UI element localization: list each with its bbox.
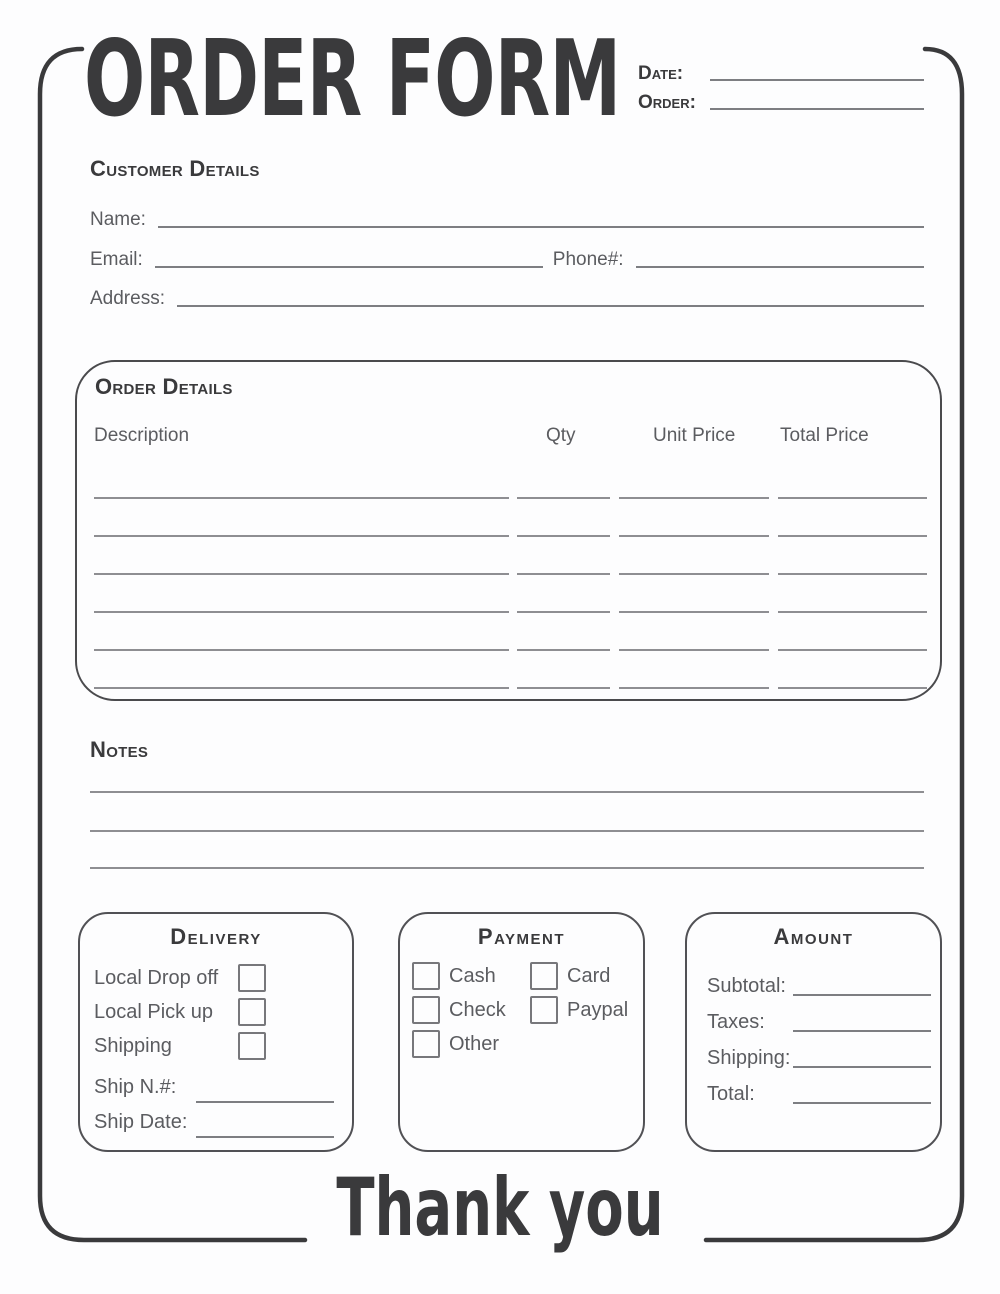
subtotal-field — [707, 966, 931, 996]
total-price-cell-line[interactable] — [778, 611, 927, 613]
shipping-label: Shipping: — [707, 1047, 791, 1069]
check-label: Check — [449, 999, 506, 1021]
subtotal-label: Subtotal: — [707, 975, 786, 997]
address-field — [90, 282, 924, 308]
amount-heading: Amount — [773, 924, 854, 949]
delivery-option-shipping — [94, 1032, 274, 1060]
qty-cell-line[interactable] — [517, 535, 610, 537]
paypal-label: Paypal — [567, 999, 629, 1021]
order-details-heading: Order Details — [95, 374, 233, 399]
address-input-line[interactable] — [177, 305, 924, 307]
local-drop-off-checkbox[interactable] — [238, 964, 266, 992]
delivery-heading: Delivery — [170, 924, 262, 949]
order-number-input-line[interactable] — [710, 108, 924, 110]
taxes-field — [707, 1002, 931, 1032]
name-field — [90, 203, 924, 229]
qty-cell-line[interactable] — [517, 649, 610, 651]
qty-cell-line[interactable] — [517, 611, 610, 613]
taxes-input-line[interactable] — [793, 1030, 931, 1032]
address-label: Address: — [90, 288, 165, 309]
email-phone-row — [90, 243, 924, 269]
notes-line[interactable] — [90, 791, 924, 793]
email-input-line[interactable] — [155, 266, 543, 268]
shipping-option-checkbox[interactable] — [238, 1032, 266, 1060]
ship-number-field — [94, 1067, 339, 1097]
delivery-box — [78, 912, 354, 1152]
card-label: Card — [567, 965, 611, 987]
description-cell-line[interactable] — [94, 535, 509, 537]
ship-date-input-line[interactable] — [196, 1136, 334, 1138]
column-header-description: Description — [94, 425, 190, 446]
taxes-label: Taxes: — [707, 1011, 765, 1033]
total-input-line[interactable] — [793, 1102, 931, 1104]
ship-date-field — [94, 1102, 339, 1132]
payment-option-other — [412, 1030, 499, 1058]
shipping-field — [707, 1038, 931, 1068]
description-cell-line[interactable] — [94, 497, 509, 499]
order-number-field — [638, 83, 924, 112]
shipping-input-line[interactable] — [793, 1066, 931, 1068]
form-title: ORDER FORM — [84, 17, 621, 141]
payment-box — [398, 912, 645, 1152]
name-input-line[interactable] — [158, 226, 924, 228]
other-label: Other — [449, 1033, 500, 1055]
cash-label: Cash — [449, 965, 496, 987]
column-header-qty: Qty — [546, 425, 576, 446]
order-number-label: Order: — [638, 92, 696, 113]
paypal-checkbox[interactable] — [530, 996, 558, 1024]
notes-line[interactable] — [90, 830, 924, 832]
qty-cell-line[interactable] — [517, 497, 610, 499]
subtotal-input-line[interactable] — [793, 994, 931, 996]
unit-price-cell-line[interactable] — [619, 649, 769, 651]
description-cell-line[interactable] — [94, 687, 509, 689]
shipping-option-label: Shipping — [94, 1035, 172, 1057]
header-fields — [638, 54, 924, 112]
payment-option-card — [530, 962, 610, 990]
date-field — [638, 54, 924, 83]
total-price-cell-line[interactable] — [778, 535, 927, 537]
order-details-box — [75, 360, 942, 701]
total-label: Total: — [707, 1083, 755, 1105]
unit-price-cell-line[interactable] — [619, 611, 769, 613]
payment-option-check — [412, 996, 506, 1024]
ship-number-label: Ship N.#: — [94, 1076, 177, 1098]
qty-cell-line[interactable] — [517, 687, 610, 689]
email-label: Email: — [90, 249, 143, 270]
unit-price-cell-line[interactable] — [619, 535, 769, 537]
column-header-total-price: Total Price — [780, 425, 869, 446]
local-pick-up-label: Local Pick up — [94, 1001, 213, 1023]
payment-heading: Payment — [477, 924, 566, 949]
description-cell-line[interactable] — [94, 573, 509, 575]
description-cell-line[interactable] — [94, 649, 509, 651]
qty-cell-line[interactable] — [517, 573, 610, 575]
amount-box — [685, 912, 942, 1152]
column-header-unit-price: Unit Price — [653, 425, 736, 446]
local-drop-off-label: Local Drop off — [94, 967, 219, 989]
delivery-option-local-pick-up — [94, 998, 274, 1026]
total-price-cell-line[interactable] — [778, 573, 927, 575]
delivery-option-local-drop-off — [94, 964, 274, 992]
customer-details-heading: Customer Details — [90, 156, 260, 181]
total-field — [707, 1074, 931, 1104]
unit-price-cell-line[interactable] — [619, 573, 769, 575]
name-label: Name: — [90, 209, 146, 230]
date-input-line[interactable] — [710, 79, 924, 81]
check-checkbox[interactable] — [412, 996, 440, 1024]
payment-option-paypal — [530, 996, 628, 1024]
card-checkbox[interactable] — [530, 962, 558, 990]
thank-you-text: Thank you — [336, 1161, 664, 1254]
local-pick-up-checkbox[interactable] — [238, 998, 266, 1026]
unit-price-cell-line[interactable] — [619, 497, 769, 499]
total-price-cell-line[interactable] — [778, 649, 927, 651]
phone-input-line[interactable] — [636, 266, 924, 268]
ship-date-label: Ship Date: — [94, 1111, 188, 1133]
unit-price-cell-line[interactable] — [619, 687, 769, 689]
total-price-cell-line[interactable] — [778, 687, 927, 689]
date-label: Date: — [638, 63, 684, 84]
total-price-cell-line[interactable] — [778, 497, 927, 499]
other-checkbox[interactable] — [412, 1030, 440, 1058]
payment-option-cash — [412, 962, 496, 990]
cash-checkbox[interactable] — [412, 962, 440, 990]
notes-heading: Notes — [90, 737, 149, 762]
phone-label: Phone#: — [552, 249, 624, 270]
description-cell-line[interactable] — [94, 611, 509, 613]
notes-line[interactable] — [90, 867, 924, 869]
